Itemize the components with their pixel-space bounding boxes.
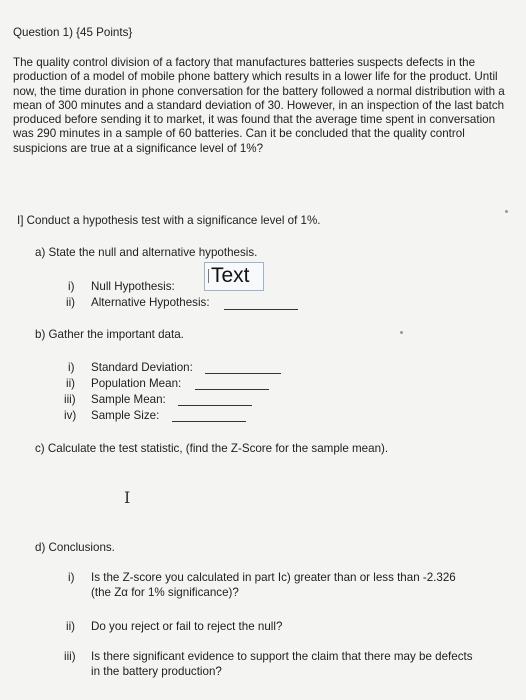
- part-I-instruction: I] Conduct a hypothesis test with a significance level of 1%.: [17, 214, 321, 227]
- stray-dot: [400, 331, 403, 334]
- part-b-iv-number: iv): [64, 409, 77, 422]
- standard-deviation-blank[interactable]: [205, 373, 281, 374]
- part-a-i-number: i): [68, 280, 75, 293]
- part-b-iii-number: iii): [64, 393, 76, 406]
- part-d-label: d) Conclusions.: [35, 541, 115, 554]
- part-a-ii-number: ii): [66, 296, 76, 309]
- null-hypothesis-textbox[interactable]: [204, 262, 264, 291]
- population-mean-label: Population Mean:: [91, 377, 182, 390]
- sample-size-label: Sample Size:: [91, 409, 160, 422]
- text-caret: [208, 269, 209, 283]
- part-b-ii-number: ii): [66, 377, 76, 390]
- part-b-i-number: i): [68, 361, 75, 374]
- part-d-i-line1: Is the Z-score you calculated in part Ic) greater than or less than -2.326: [91, 571, 456, 584]
- part-d-i-number: i): [68, 571, 75, 584]
- part-d-ii-text: Do you reject or fail to reject the null?: [91, 620, 283, 633]
- standard-deviation-label: Standard Deviation:: [91, 361, 193, 374]
- problem-statement: The quality control division of a factory that manufactures batteries suspects defects in the production of a model of mobile phone battery which results in a lower life for the product. Until now, the time duration in phone conversation for the battery followed a normal distribution with a mean of 300 minutes and a standard deviation of 30. However, in an inspection of the last batch produced before sending it to market, it was found that the average time spent in conversation was 290 minutes in a sample of 60 batteries. Can it be concluded that the quality control suspicions are true at a significance level of 1%?: [13, 56, 505, 155]
- population-mean-blank[interactable]: [195, 389, 269, 390]
- question-header: Question 1) {45 Points}: [13, 26, 133, 39]
- part-d-iii-line2: in the battery production?: [91, 665, 222, 678]
- sample-mean-blank[interactable]: [178, 405, 252, 406]
- part-d-iii-number: iii): [64, 650, 76, 663]
- sample-mean-label: Sample Mean:: [91, 393, 166, 406]
- part-d-ii-number: ii): [66, 620, 76, 633]
- alternative-hypothesis-blank[interactable]: [224, 309, 298, 310]
- part-c-label: c) Calculate the test statistic, (find the Z-Score for the sample mean).: [35, 442, 389, 455]
- part-d-iii-line1: Is there significant evidence to support the claim that there may be defects: [91, 650, 473, 663]
- part-d-i-line2: (the Zα for 1% significance)?: [91, 586, 239, 599]
- stray-dot: [505, 210, 508, 213]
- sample-size-blank[interactable]: [172, 421, 246, 422]
- null-hypothesis-label: Null Hypothesis:: [91, 280, 175, 293]
- textbox-label: Text: [211, 264, 250, 287]
- part-a-label: a) State the null and alternative hypothesis.: [35, 246, 258, 259]
- text-cursor-icon: I: [124, 488, 131, 507]
- alternative-hypothesis-label: Alternative Hypothesis:: [91, 296, 210, 309]
- part-b-label: b) Gather the important data.: [35, 328, 184, 341]
